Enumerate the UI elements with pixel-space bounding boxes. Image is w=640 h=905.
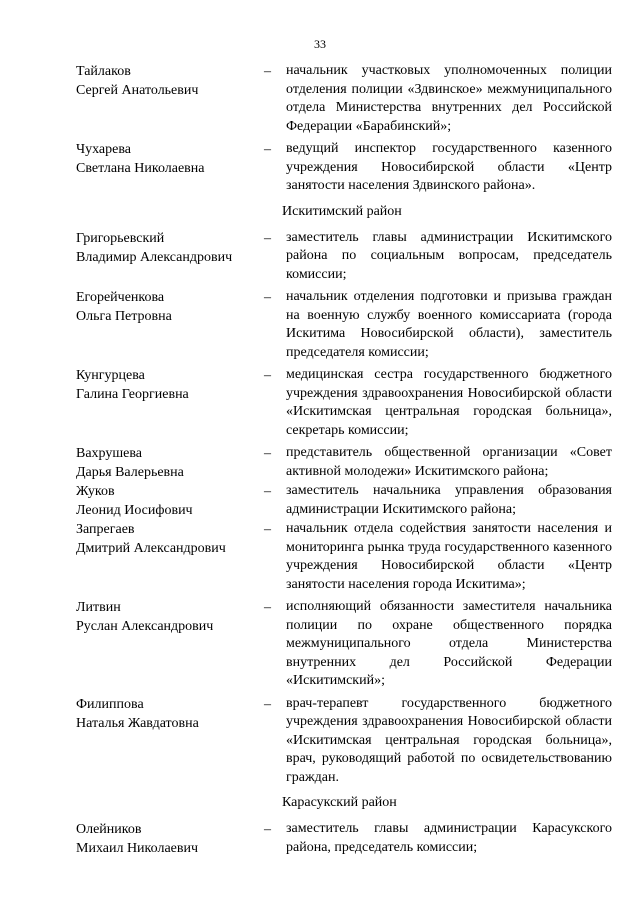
member-surname: Вахрушева xyxy=(76,446,143,461)
member-role: заместитель начальника управления образования администрации Искитимского района; xyxy=(286,483,612,517)
member-entry xyxy=(76,520,612,594)
member-role: представитель общественной организации «Совет активной молодежи» Искитимского района; xyxy=(286,445,612,479)
member-entry xyxy=(76,598,612,691)
member-entry xyxy=(76,695,612,788)
dash-separator: – xyxy=(264,230,271,246)
district-heading: Карасукский район xyxy=(282,795,397,810)
member-surname: Кунгурцева xyxy=(76,368,145,383)
member-surname: Филиппова xyxy=(76,696,144,712)
member-surname: Олейников xyxy=(76,822,142,837)
member-name xyxy=(76,482,264,520)
member-given-name: Дарья Валерьевна xyxy=(76,465,184,480)
member-name xyxy=(76,695,264,788)
member-name xyxy=(76,140,264,196)
member-name xyxy=(76,288,264,362)
member-entry xyxy=(76,288,612,362)
dash-separator: – xyxy=(264,522,271,537)
member-name xyxy=(76,520,264,594)
dash-separator: – xyxy=(264,142,271,157)
member-name xyxy=(76,820,264,858)
member-surname: Григорьевский xyxy=(76,230,165,246)
dash-separator: – xyxy=(264,600,271,615)
district-heading: Искитимский район xyxy=(282,203,402,219)
member-role: заместитель главы администрации Карасукского района, председатель комиссии; xyxy=(286,821,612,855)
member-role: врач-терапевт государственного бюджетного учреждения здравоохранения Новосибирской области «Искитимская центральная городская больница», врач, руководящий работой по освидетельствованию граждан. xyxy=(286,695,612,785)
member-entry xyxy=(76,820,612,858)
member-given-name: Наталья Жавдатовна xyxy=(76,715,199,731)
dash-separator: – xyxy=(264,696,271,712)
member-surname: Чухарева xyxy=(76,142,131,157)
member-name xyxy=(76,598,264,691)
member-role: начальник отделения подготовки и призыва граждан на военную службу военного комиссариата (города Искитима Новосибирской области), заместитель председателя комиссии; xyxy=(286,289,612,360)
member-given-name: Руслан Александрович xyxy=(76,619,214,634)
member-surname: Тайлаков xyxy=(76,64,131,79)
member-name xyxy=(76,366,264,440)
member-given-name: Ольга Петровна xyxy=(76,309,172,324)
member-role: начальник отдела содействия занятости населения и мониторинга рынка труда государственного казенного учреждения Новосибирской области «Центр занятости населения города Искитима»; xyxy=(286,521,612,592)
member-given-name: Дмитрий Александрович xyxy=(76,541,226,556)
dash-separator: – xyxy=(264,446,271,461)
member-name xyxy=(76,229,264,285)
dash-separator: – xyxy=(264,822,271,837)
document-body xyxy=(76,62,612,862)
member-name xyxy=(76,444,264,482)
member-surname: Запрегаев xyxy=(76,522,135,537)
member-entry xyxy=(76,229,612,285)
member-role: исполняющий обязанности заместителя начальника полиции по охране общественного порядка межмуниципального отдела Министерства внутренних дел Российской Федерации «Искитимский»; xyxy=(286,599,612,688)
member-entry xyxy=(76,444,612,482)
page-number: 33 xyxy=(314,37,326,51)
member-given-name: Владимир Александрович xyxy=(76,249,233,265)
member-entry xyxy=(76,482,612,520)
member-name xyxy=(76,62,264,136)
member-surname: Егорейченкова xyxy=(76,290,165,305)
member-surname: Литвин xyxy=(76,600,121,615)
dash-separator: – xyxy=(264,290,271,305)
member-given-name: Михаил Николаевич xyxy=(76,841,199,856)
member-entry xyxy=(76,62,612,136)
member-entry xyxy=(76,140,612,196)
member-role: заместитель главы администрации Искитимского района по социальным вопросам, председатель комиссии; xyxy=(286,229,612,282)
member-role: медицинская сестра государственного бюджетного учреждения здравоохранения Новосибирской области «Искитимская центральная городская больница», секретарь комиссии; xyxy=(286,367,612,438)
member-role: начальник участковых уполномоченных полиции отделения полиции «Здвинское» межмуниципального отдела Министерства внутренних дел Российской Федерации «Барабинский»; xyxy=(286,63,612,134)
member-role: ведущий инспектор государственного казенного учреждения Новосибирской области «Центр занятости населения Здвинского района». xyxy=(286,141,612,193)
member-given-name: Светлана Николаевна xyxy=(76,161,205,176)
member-given-name: Леонид Иосифович xyxy=(76,503,193,518)
dash-separator: – xyxy=(264,64,271,79)
member-given-name: Сергей Анатольевич xyxy=(76,83,199,98)
member-surname: Жуков xyxy=(76,484,115,499)
dash-separator: – xyxy=(264,368,271,383)
member-given-name: Галина Георгиевна xyxy=(76,387,189,402)
dash-separator: – xyxy=(264,484,271,499)
member-entry xyxy=(76,366,612,440)
